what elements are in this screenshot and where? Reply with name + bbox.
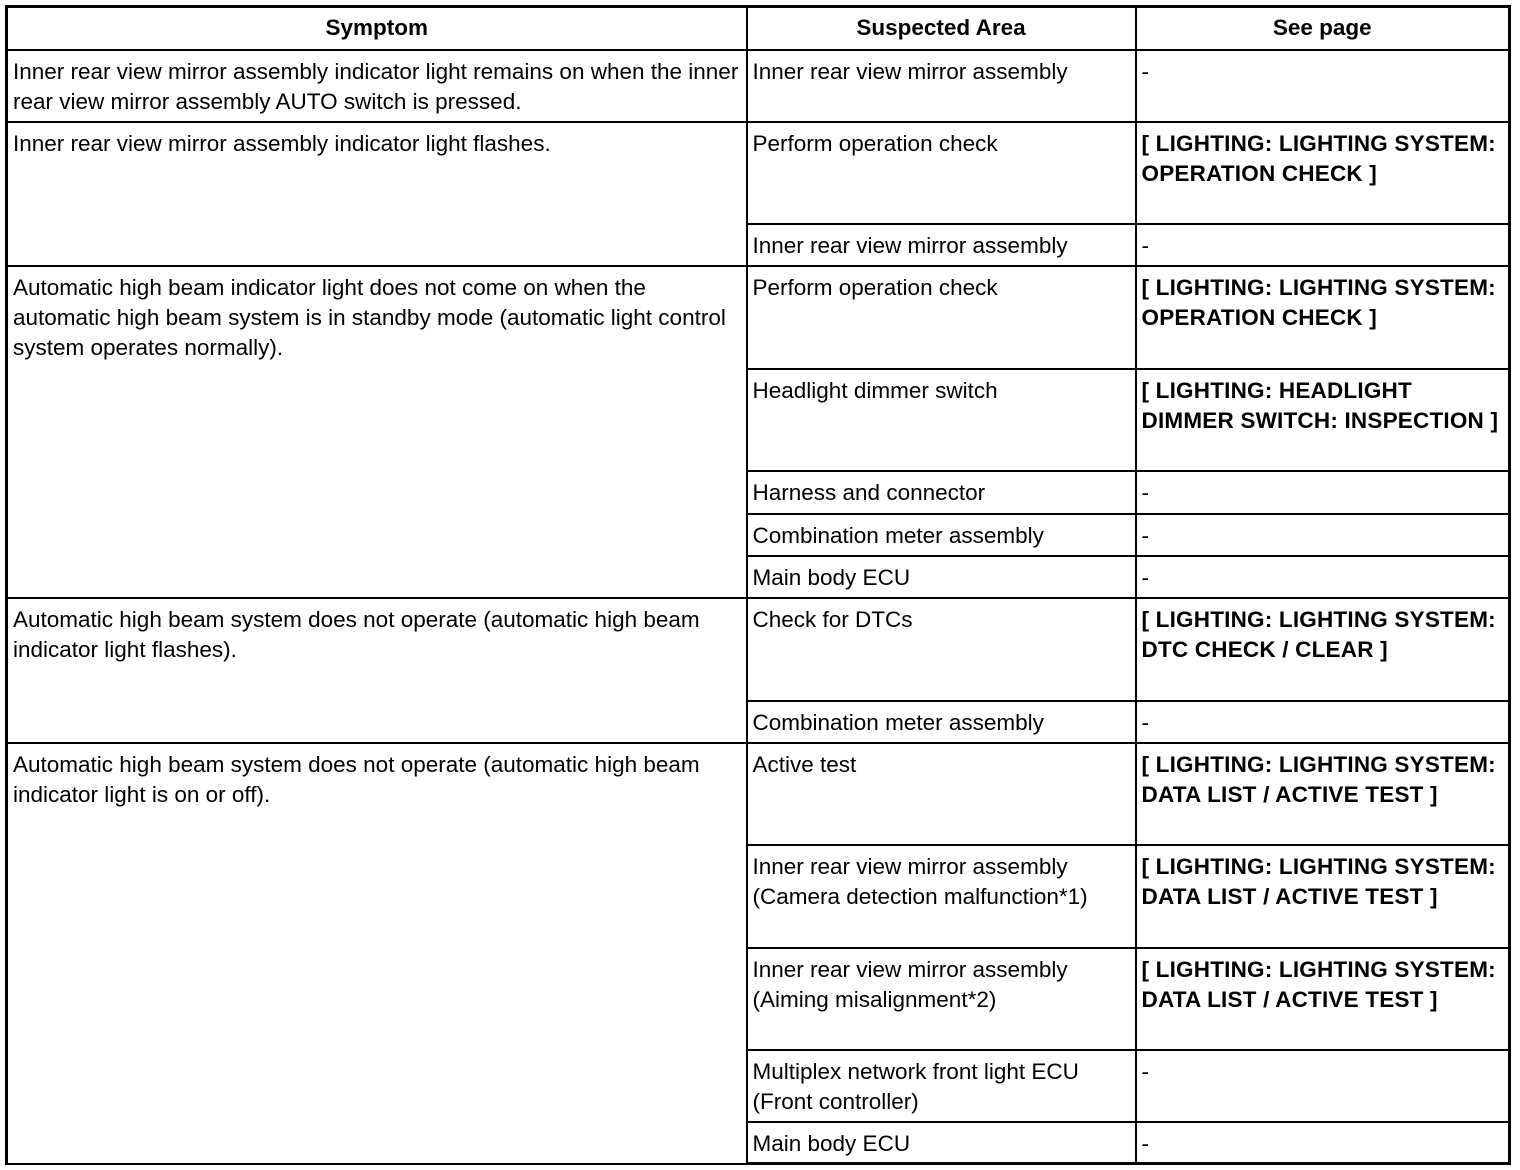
suspected-area-cell: Inner rear view mirror assembly (Aiming misalignment*2) — [747, 948, 1136, 1050]
table-row — [7, 50, 1510, 122]
see-page-cell: - — [1136, 1050, 1510, 1122]
suspected-area-cell: Headlight dimmer switch — [747, 369, 1136, 471]
see-page-link[interactable]: [ LIGHTING: LIGHTING SYSTEM: DATA LIST / ACTIVE TEST ] — [1136, 743, 1510, 845]
header-suspected-area: Suspected Area — [747, 7, 1136, 50]
suspected-area-cell: Active test — [747, 743, 1136, 845]
symptom-cell: Automatic high beam system does not operate (automatic high beam indicator light flashes). — [7, 598, 747, 743]
see-page-cell: - — [1136, 224, 1510, 266]
table-row — [7, 743, 1510, 845]
see-page-cell: - — [1136, 556, 1510, 598]
see-page-cell: - — [1136, 701, 1510, 743]
header-symptom: Symptom — [7, 7, 747, 50]
see-page-cell: - — [1136, 514, 1510, 556]
symptom-cell: Inner rear view mirror assembly indicator light flashes. — [7, 122, 747, 266]
table-row — [7, 122, 1510, 224]
see-page-link[interactable]: [ LIGHTING: LIGHTING SYSTEM: OPERATION CHECK ] — [1136, 266, 1510, 369]
see-page-cell: - — [1136, 50, 1510, 122]
see-page-link[interactable]: [ LIGHTING: HEADLIGHT DIMMER SWITCH: INSPECTION ] — [1136, 369, 1510, 471]
suspected-area-cell: Check for DTCs — [747, 598, 1136, 701]
see-page-cell: - — [1136, 1122, 1510, 1164]
symptom-cell: Automatic high beam system does not operate (automatic high beam indicator light is on or off). — [7, 743, 747, 1164]
suspected-area-cell: Perform operation check — [747, 122, 1136, 224]
table-row — [7, 598, 1510, 701]
suspected-area-cell: Inner rear view mirror assembly — [747, 224, 1136, 266]
table-row — [7, 266, 1510, 369]
header-see-page: See page — [1136, 7, 1510, 50]
see-page-link[interactable]: [ LIGHTING: LIGHTING SYSTEM: DATA LIST / ACTIVE TEST ] — [1136, 845, 1510, 948]
problem-symptoms-table — [5, 5, 1511, 1165]
see-page-link[interactable]: [ LIGHTING: LIGHTING SYSTEM: OPERATION CHECK ] — [1136, 122, 1510, 224]
suspected-area-cell: Perform operation check — [747, 266, 1136, 369]
suspected-area-cell: Main body ECU — [747, 1122, 1136, 1164]
suspected-area-cell: Combination meter assembly — [747, 514, 1136, 556]
suspected-area-cell: Inner rear view mirror assembly (Camera detection malfunction*1) — [747, 845, 1136, 948]
see-page-link[interactable]: [ LIGHTING: LIGHTING SYSTEM: DATA LIST / ACTIVE TEST ] — [1136, 948, 1510, 1050]
suspected-area-cell: Multiplex network front light ECU (Front controller) — [747, 1050, 1136, 1122]
see-page-link[interactable]: [ LIGHTING: LIGHTING SYSTEM: DTC CHECK / CLEAR ] — [1136, 598, 1510, 701]
suspected-area-cell: Main body ECU — [747, 556, 1136, 598]
symptom-cell: Automatic high beam indicator light does not come on when the automatic high beam system is in standby mode (automatic light control system operates normally). — [7, 266, 747, 598]
suspected-area-cell: Harness and connector — [747, 471, 1136, 514]
suspected-area-cell: Combination meter assembly — [747, 701, 1136, 743]
suspected-area-cell: Inner rear view mirror assembly — [747, 50, 1136, 122]
header-row — [7, 7, 1510, 50]
symptom-cell: Inner rear view mirror assembly indicator light remains on when the inner rear view mirror assembly AUTO switch is pressed. — [7, 50, 747, 122]
see-page-cell: - — [1136, 471, 1510, 514]
